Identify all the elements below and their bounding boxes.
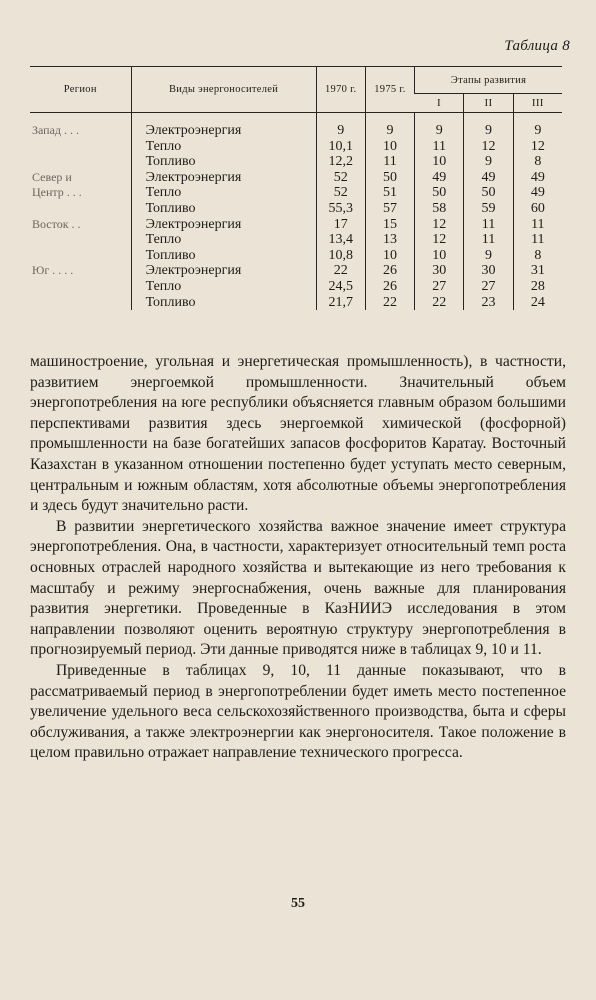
cell-1970: 17 bbox=[316, 217, 365, 233]
table-row bbox=[30, 248, 562, 264]
cell-stage-2: 9 bbox=[464, 154, 513, 170]
cell-stage-3: 24 bbox=[513, 295, 562, 311]
header-region: Регион bbox=[30, 67, 131, 113]
cell-stage-1: 12 bbox=[415, 232, 464, 248]
cell-1975: 26 bbox=[365, 279, 414, 295]
cell-stage-3: 49 bbox=[513, 185, 562, 201]
table-body bbox=[30, 113, 562, 311]
cell-stage-3: 8 bbox=[513, 248, 562, 264]
table-row bbox=[30, 170, 562, 186]
cell-stage-3: 8 bbox=[513, 154, 562, 170]
cell-stage-2: 50 bbox=[464, 185, 513, 201]
energy-structure-table bbox=[30, 66, 562, 310]
header-stage-2: II bbox=[464, 94, 513, 113]
cell-stage-1: 11 bbox=[415, 139, 464, 155]
table-row bbox=[30, 217, 562, 233]
row-kind: Тепло bbox=[131, 279, 316, 295]
row-region bbox=[30, 279, 131, 295]
table-row bbox=[30, 113, 562, 139]
cell-stage-1: 49 bbox=[415, 170, 464, 186]
cell-stage-1: 50 bbox=[415, 185, 464, 201]
cell-1970: 55,3 bbox=[316, 201, 365, 217]
row-region bbox=[30, 201, 131, 217]
table-row bbox=[30, 154, 562, 170]
cell-stage-2: 59 bbox=[464, 201, 513, 217]
paragraph: Приведенные в таблицах 9, 10, 11 данные показывают, что в рассматриваемый период в энергопотреблении будет иметь место постепенное увеличение удельного веса сельскохозяйственного производства, быта и сферы обслуживания, а также электроэнергии как энергоносителя. Такое положение в целом правильно отражает направление технического прогресса. bbox=[30, 661, 566, 762]
table-row bbox=[30, 201, 562, 217]
cell-stage-1: 10 bbox=[415, 248, 464, 264]
header-1975: 1975 г. bbox=[365, 67, 414, 113]
row-kind: Тепло bbox=[131, 232, 316, 248]
cell-stage-3: 60 bbox=[513, 201, 562, 217]
cell-1975: 22 bbox=[365, 295, 414, 311]
table-row bbox=[30, 295, 562, 311]
cell-1975: 10 bbox=[365, 248, 414, 264]
cell-1970: 9 bbox=[316, 113, 365, 139]
row-kind: Топливо bbox=[131, 154, 316, 170]
cell-stage-3: 28 bbox=[513, 279, 562, 295]
row-kind: Электроэнергия bbox=[131, 170, 316, 186]
row-region bbox=[30, 248, 131, 264]
header-stage-1: I bbox=[415, 94, 464, 113]
table-row bbox=[30, 263, 562, 279]
cell-1975: 50 bbox=[365, 170, 414, 186]
cell-stage-1: 30 bbox=[415, 263, 464, 279]
row-region bbox=[30, 139, 131, 155]
row-kind: Электроэнергия bbox=[131, 263, 316, 279]
cell-1970: 52 bbox=[316, 185, 365, 201]
cell-1975: 51 bbox=[365, 185, 414, 201]
paragraph: В развитии энергетического хозяйства важное значение имеет структура энергопотребления. Она, в частности, характеризует относительный темп роста основных отраслей народного хозяйства и вытекающие из него требования к масштабу и режиму энергоснабжения, очень важные для планирования развития энергетики. Проведенные в КазНИИЭ исследования в этом направлении позволяют оценить вероятную структуру энергопотребления в прогнозируемый период. Эти данные приводятся ниже в таблицах 9, 10 и 11. bbox=[30, 517, 566, 659]
header-stages: Этапы развития bbox=[415, 67, 562, 94]
cell-1975: 10 bbox=[365, 139, 414, 155]
cell-1970: 22 bbox=[316, 263, 365, 279]
cell-stage-2: 12 bbox=[464, 139, 513, 155]
row-kind: Тепло bbox=[131, 139, 316, 155]
cell-1970: 21,7 bbox=[316, 295, 365, 311]
page-number: 55 bbox=[291, 896, 305, 911]
cell-stage-2: 27 bbox=[464, 279, 513, 295]
cell-1975: 15 bbox=[365, 217, 414, 233]
cell-stage-1: 10 bbox=[415, 154, 464, 170]
cell-1975: 13 bbox=[365, 232, 414, 248]
cell-stage-3: 11 bbox=[513, 217, 562, 233]
row-region bbox=[30, 295, 131, 311]
row-region: Юг . . . . bbox=[32, 263, 74, 278]
row-region: Запад . . . bbox=[32, 123, 80, 137]
cell-1975: 9 bbox=[365, 113, 414, 139]
cell-stage-2: 49 bbox=[464, 170, 513, 186]
header-stage-3: III bbox=[513, 94, 562, 113]
cell-1970: 24,5 bbox=[316, 279, 365, 295]
paragraph: машиностроение, угольная и энергетическая промышленность), в частности, развитием энергоемкой промышленности. Значительный объем энергопотребления на юге республики объясняется главным образом большими перспективами развития здесь энергоемкой химической (фосфорной) промышленности на базе богатейших запасов фосфоритов Каратау. Восточный Казахстан в указанном отношении постепенно будет уступать место северным, центральным и южным областям, хотя абсолютные объемы энергопотребления и здесь будут значительно расти. bbox=[30, 353, 566, 515]
header-1970: 1970 г. bbox=[316, 67, 365, 113]
row-region: Север и bbox=[32, 169, 72, 184]
table-row bbox=[30, 232, 562, 248]
row-region: Центр . . . bbox=[32, 185, 82, 200]
body-text bbox=[30, 352, 566, 764]
row-kind: Топливо bbox=[131, 201, 316, 217]
cell-1970: 13,4 bbox=[316, 232, 365, 248]
row-region bbox=[30, 154, 131, 170]
cell-stage-1: 58 bbox=[415, 201, 464, 217]
row-kind: Топливо bbox=[131, 295, 316, 311]
row-kind: Электроэнергия bbox=[131, 217, 316, 233]
table-row bbox=[30, 185, 562, 201]
row-region bbox=[30, 232, 131, 248]
cell-stage-2: 11 bbox=[464, 217, 513, 233]
cell-stage-2: 9 bbox=[464, 248, 513, 264]
row-region: Восток . . bbox=[32, 216, 81, 231]
cell-stage-3: 49 bbox=[513, 170, 562, 186]
row-kind: Электроэнергия bbox=[131, 113, 316, 139]
cell-stage-2: 23 bbox=[464, 295, 513, 311]
cell-1970: 10,1 bbox=[316, 139, 365, 155]
cell-stage-2: 11 bbox=[464, 232, 513, 248]
cell-stage-1: 22 bbox=[415, 295, 464, 311]
table-row bbox=[30, 279, 562, 295]
header-kind: Виды энергоносителей bbox=[131, 67, 316, 113]
table-row bbox=[30, 139, 562, 155]
cell-1975: 26 bbox=[365, 263, 414, 279]
cell-stage-3: 9 bbox=[513, 113, 562, 139]
cell-stage-2: 30 bbox=[464, 263, 513, 279]
cell-1975: 57 bbox=[365, 201, 414, 217]
cell-stage-2: 9 bbox=[464, 113, 513, 139]
table-caption: Таблица 8 bbox=[504, 38, 570, 54]
cell-stage-3: 31 bbox=[513, 263, 562, 279]
cell-1970: 52 bbox=[316, 170, 365, 186]
cell-stage-1: 12 bbox=[415, 217, 464, 233]
cell-stage-3: 12 bbox=[513, 139, 562, 155]
cell-stage-3: 11 bbox=[513, 232, 562, 248]
row-kind: Топливо bbox=[131, 248, 316, 264]
cell-stage-1: 9 bbox=[415, 113, 464, 139]
cell-1970: 10,8 bbox=[316, 248, 365, 264]
cell-1970: 12,2 bbox=[316, 154, 365, 170]
cell-1975: 11 bbox=[365, 154, 414, 170]
row-kind: Тепло bbox=[131, 185, 316, 201]
cell-stage-1: 27 bbox=[415, 279, 464, 295]
